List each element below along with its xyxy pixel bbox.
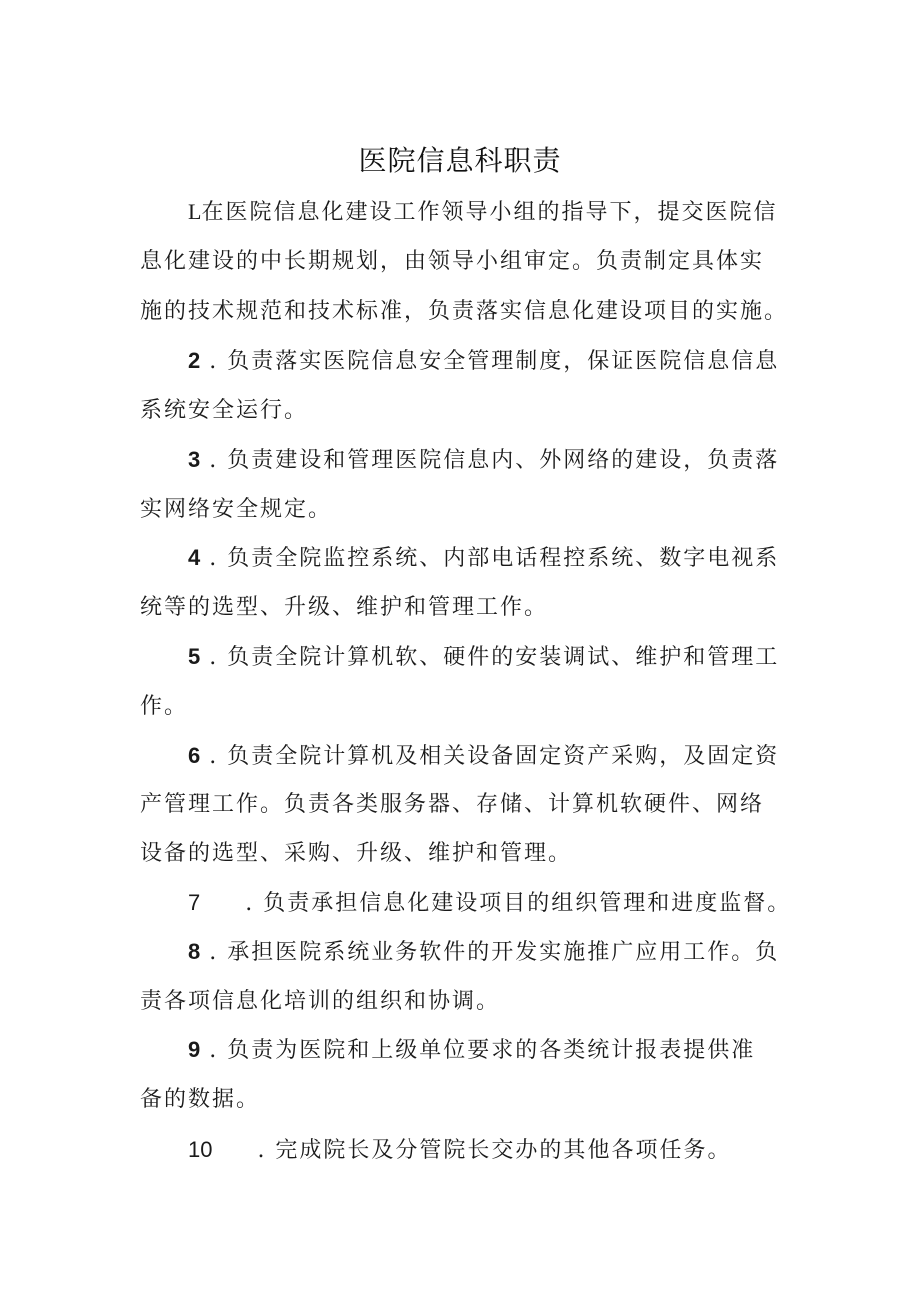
list-item-3-line-2: 实网络安全规定。 (140, 497, 333, 522)
list-item-5-line-2: 作。 (140, 694, 189, 719)
item-number: 3 (188, 447, 201, 472)
item-number: 9 (188, 1037, 201, 1062)
list-item-9-line-1 (188, 1034, 755, 1067)
item-number: 7 (188, 890, 201, 915)
list-item-3-line-1 (188, 444, 779, 477)
list-item-5-line-1 (188, 641, 779, 674)
item-text: . 负责建设和管理医院信息内、外网络的建设，负责落 (200, 448, 780, 473)
item-number: 4 (188, 545, 201, 570)
item-text: . 承担医院系统业务软件的开发实施推广应用工作。负 (200, 940, 780, 965)
item-number: 6 (188, 743, 201, 768)
page-title: 医院信息科职责 (358, 144, 562, 177)
item-text: . 负责全院监控系统、内部电话程控系统、数字电视系 (200, 546, 780, 571)
list-item-1-line-2: 息化建设的中长期规划，由领导小组审定。负责制定具体实 (140, 249, 765, 274)
list-item-2-line-1 (188, 345, 779, 378)
item-number: 10 (188, 1137, 213, 1162)
list-item-2-line-2: 系统安全运行。 (140, 398, 309, 423)
item-text: . 负责承担信息化建设项目的组织管理和进度监督。 (200, 891, 792, 916)
item-number: 5 (188, 644, 201, 669)
list-item-9-line-2: 备的数据。 (140, 1087, 261, 1112)
list-item-4-line-1 (188, 542, 779, 575)
item-text: . 负责为医院和上级单位要求的各类统计报表提供准 (200, 1038, 756, 1063)
list-item-6-line-3: 设备的选型、采购、升级、维护和管理。 (140, 841, 573, 866)
list-item-10-line-1 (188, 1134, 731, 1167)
item-number: 8 (188, 939, 201, 964)
item-text: . 完成院长及分管院长交办的其他各项任务。 (212, 1138, 732, 1163)
item-text: 在医院信息化建设工作领导小组的指导下，提交医院信 (201, 200, 778, 225)
list-item-8-line-2: 责各项信息化培训的组织和协调。 (140, 989, 501, 1014)
list-item-1-line-1 (188, 196, 777, 229)
item-text: . 负责全院计算机软、硬件的安装调试、维护和管理工 (200, 645, 780, 670)
item-text: . 负责全院计算机及相关设备固定资产采购，及固定资 (200, 744, 780, 769)
item-number: 2 (188, 348, 201, 373)
list-item-6-line-1 (188, 740, 779, 773)
list-item-8-line-1 (188, 936, 779, 969)
item-text: . 负责落实医院信息安全管理制度，保证医院信息信息 (200, 349, 780, 374)
list-item-6-line-2: 产管理工作。负责各类服务器、存储、计算机软硬件、网络 (140, 792, 765, 817)
list-item-7-line-1 (188, 887, 791, 920)
item-number: L (188, 199, 202, 224)
list-item-4-line-2: 统等的选型、升级、维护和管理工作。 (140, 595, 549, 620)
list-item-1-line-3: 施的技术规范和技术标准，负责落实信息化建设项目的实施。 (140, 299, 789, 324)
